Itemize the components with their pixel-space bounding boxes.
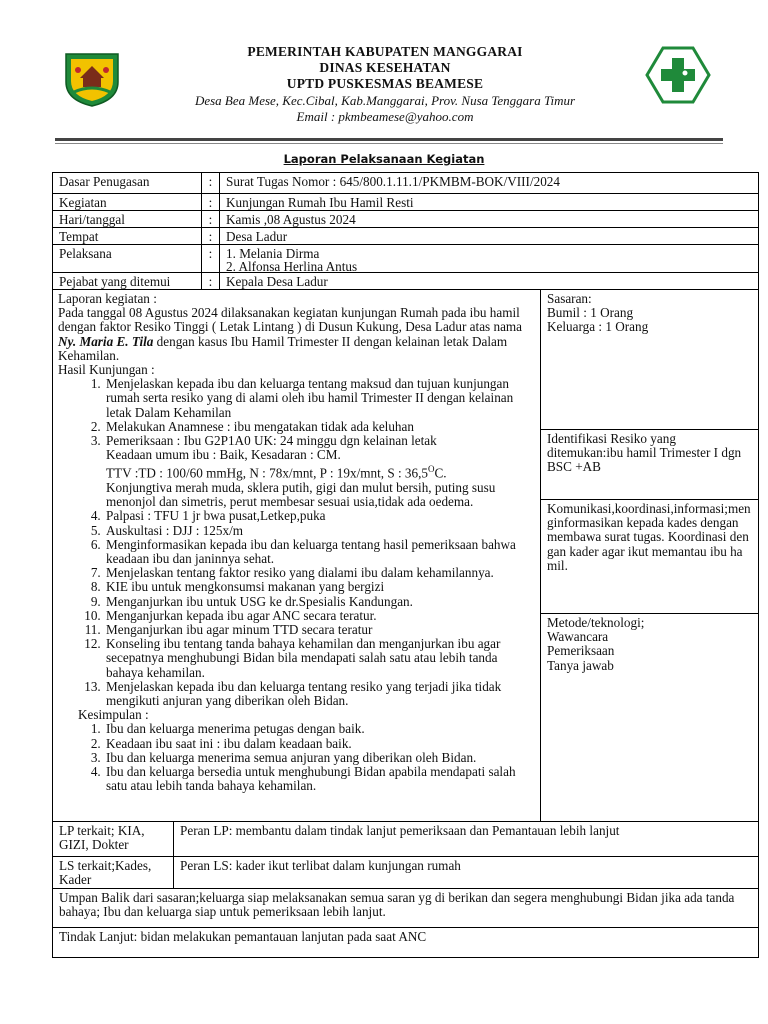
sasaran-box [541, 290, 758, 430]
item3-line-a: 3. Pemeriksaan : Ibu G2P1A0 UK: 24 minggu dgn kelainan letak [106, 433, 437, 449]
report-body [53, 290, 540, 821]
regency-emblem-icon [60, 48, 124, 108]
list-item: 5. Auskultasi : DJJ : 125x/m [104, 524, 535, 538]
report-intro [58, 306, 535, 363]
pelaksana-label: Pelaksana [59, 246, 112, 261]
letterhead-rule [55, 138, 723, 141]
kegiatan-value: Kunjungan Rumah Ibu Hamil Resti [219, 194, 758, 210]
sasaran-bumil: Bumil : 1 Orang [547, 305, 634, 321]
list-item: 11. Menganjurkan ibu agar minum TTD secara teratur [104, 623, 535, 637]
list-item: 4. Ibu dan keluarga bersedia untuk menghubungi Bidan apabila mendapati salah satu atau lebih tanda bahaya kehamilan. [104, 765, 535, 793]
document-title: Laporan Pelaksanaan Kegiatan [283, 152, 485, 166]
tindak-lanjut-text: Tindak Lanjut: bidan melakukan pemantauan lanjutan pada saat ANC [59, 929, 427, 944]
hari-value: Kamis ,08 Agustus 2024 [219, 211, 758, 227]
row-tindak-lanjut [53, 928, 758, 958]
intro-text-a: Pada tanggal 08 Agustus 2024 dilaksanakan kegiatan kunjungan Rumah pada ibu hamil dengan faktor Resiko Tinggi ( Letak Lintang ) di Dusun Kukung, Desa Ladur atas nama [58, 305, 523, 335]
tempat-value: Desa Ladur [219, 228, 758, 244]
row-umpan-balik [53, 889, 758, 928]
letterhead [0, 0, 768, 140]
row-kegiatan [53, 194, 758, 211]
list-item: 12. Konseling ibu tentang tanda bahaya kehamilan dan menganjurkan ibu agar secepatnya menghubungi Bidan bila mendapati salah satu atau lebih tanda bahaya kehamilan. [104, 637, 535, 680]
kegiatan-label: Kegiatan [59, 195, 107, 210]
row-pelaksana [53, 245, 758, 273]
metode-3: Tanya jawab [547, 657, 614, 673]
pejabat-label: Pejabat yang ditemui [59, 274, 171, 289]
address: Desa Bea Mese, Kec.Cibal, Kab.Manggarai, Prov. Nusa Tenggara Timur [194, 93, 576, 108]
lp-label: LP terkait; KIA, GIZI, Dokter [59, 823, 145, 853]
metode-2: Pemeriksaan [547, 643, 615, 659]
hari-label: Hari/tanggal [59, 212, 125, 227]
dasar-value: Surat Tugas Nomor : 645/800.1.11.1/PKMBM-BOK/VIII/2024 [219, 173, 758, 193]
hari-colon: : [201, 211, 219, 227]
vitals-text: TTV :TD : 100/60 mmHg, N : 78x/mnt, P : 19x/mnt, S : 36,5 [106, 465, 429, 481]
patient-name: Ny. Maria E. Tila [58, 333, 154, 349]
hasil-list [84, 377, 535, 708]
row-tempat [53, 228, 758, 245]
list-item: 7. Menjelaskan tentang faktor resiko yang dialami ibu dalam kehamilannya. [104, 566, 535, 580]
pelaksana-value [219, 245, 758, 272]
intro-text-b: dengan kasus Ibu Hamil Trimester II dengan kelainan letak Dalam Kehamilan. [58, 333, 508, 363]
list-item [104, 434, 535, 509]
sasaran-keluarga: Keluarga : 1 Orang [547, 319, 649, 335]
komunikasi-text: Komunikasi,koordinasi,informasi;menginformasikan kepada kades dengan membawa surat tugas. Koordinasi dengan kader agar ikut memantau ibu hamil. [547, 501, 751, 573]
list-item: 3. Ibu dan keluarga menerima semua anjuran yang diberikan oleh Bidan. [104, 751, 535, 765]
item3-line-c [106, 462, 535, 481]
email: Email : pkmbeamese@yahoo.com [296, 109, 474, 124]
agency-name: DINAS KESEHATAN [319, 60, 451, 75]
letterhead-rule-thin [55, 143, 723, 144]
dasar-colon: : [201, 173, 219, 193]
list-item: 8. KIE ibu untuk mengkonsumsi makanan yang bergizi [104, 580, 535, 594]
puskesmas-name: UPTD PUSKESMAS BEAMESE [286, 76, 484, 91]
list-item: 10. Menganjurkan kepada ibu agar ANC secara teratur. [104, 609, 535, 623]
list-item: 2. Keadaan ibu saat ini : ibu dalam keadaan baik. [104, 737, 535, 751]
pejabat-value: Kepala Desa Ladur [219, 273, 758, 289]
row-lp-terkait [53, 822, 758, 857]
row-pejabat [53, 273, 758, 290]
report-heading: Laporan kegiatan : [58, 291, 157, 306]
komunikasi-box [541, 500, 758, 614]
report-side [540, 290, 758, 821]
pelaksana-1: 1. Melania Dirma [226, 246, 320, 261]
dasar-label: Dasar Penugasan [59, 174, 150, 189]
list-item: 2. Melakukan Anamnese : ibu mengatakan tidak ada keluhan [104, 420, 535, 434]
tempat-label: Tempat [59, 229, 99, 244]
list-item: 4. Palpasi : TFU 1 jr bwa pusat,Letkep,puka [104, 509, 535, 523]
kegiatan-colon: : [201, 194, 219, 210]
metode-heading: Metode/teknologi; [547, 615, 645, 630]
item3-line-b: Keadaan umum ibu : Baik, Kesadaran : CM. [106, 447, 341, 463]
lp-value: Peran LP: membantu dalam tindak lanjut pemeriksaan dan Pemantauan lebih lanjut [173, 822, 758, 856]
sasaran-heading: Sasaran: [547, 291, 592, 306]
pelaksana-2: 2. Alfonsa Herlina Antus [226, 259, 358, 272]
vitals-end: C. [434, 465, 447, 481]
report-table [52, 172, 759, 958]
letterhead-text [140, 44, 630, 124]
ls-value: Peran LS: kader ikut terlibat dalam kunjungan rumah [173, 857, 758, 888]
kesimpulan-list [84, 722, 535, 793]
ls-label: LS terkait;Kades, Kader [59, 858, 152, 888]
list-item: 13. Menjelaskan kepada ibu dan keluarga tentang resiko yang terjadi jika tidak mengikuti anjuran yang diberikan oleh Bidan. [104, 680, 535, 708]
hasil-heading: Hasil Kunjungan : [58, 362, 155, 378]
item3-line-d: Konjungtiva merah muda, sklera putih, gigi dan mulut bersih, puting susu menonjol dan simetris, perut membesar sesuai usia,tidak ada oedema. [106, 480, 496, 510]
list-item: 6. Menginformasikan kepada ibu dan keluarga tentang hasil pemeriksaan bahwa keadaan ibu dan janinnya sehat. [104, 538, 535, 566]
pejabat-colon: : [201, 273, 219, 289]
kesimpulan-heading: Kesimpulan : [78, 707, 149, 723]
identifikasi-text: Identifikasi Resiko yang ditemukan:ibu hamil Trimester I dgn BSC +AB [547, 431, 742, 475]
puskesmas-cross-icon [645, 46, 711, 104]
degree-sup: O [428, 464, 435, 475]
pelaksana-colon: : [201, 245, 219, 272]
metode-box [541, 614, 758, 734]
list-item: 1. Ibu dan keluarga menerima petugas dengan baik. [104, 722, 535, 736]
row-ls-terkait [53, 857, 758, 889]
umpan-balik-text: Umpan Balik dari sasaran;keluarga siap melaksanakan semua saran yg di berikan dan segera menghubungi Bidan jika ada tanda bahaya; Ibu dan keluarga siap untuk pemeriksaan lebih lanjut. [59, 890, 735, 920]
row-dasar-penugasan [53, 173, 758, 194]
identifikasi-box [541, 430, 758, 500]
metode-1: Wawancara [547, 629, 609, 645]
government-name: PEMERINTAH KABUPATEN MANGGARAI [247, 44, 523, 59]
row-laporan [53, 290, 758, 822]
tempat-colon: : [201, 228, 219, 244]
list-item: 1. Menjelaskan kepada ibu dan keluarga tentang maksud dan tujuan kunjungan rumah serta resiko yang di alami oleh ibu hamil Trimester II dengan kelainan letak Dalam Kehamilan [104, 377, 535, 420]
row-hari-tanggal [53, 211, 758, 228]
list-item: 9. Menganjurkan ibu untuk USG ke dr.Spesialis Kandungan. [104, 595, 535, 609]
